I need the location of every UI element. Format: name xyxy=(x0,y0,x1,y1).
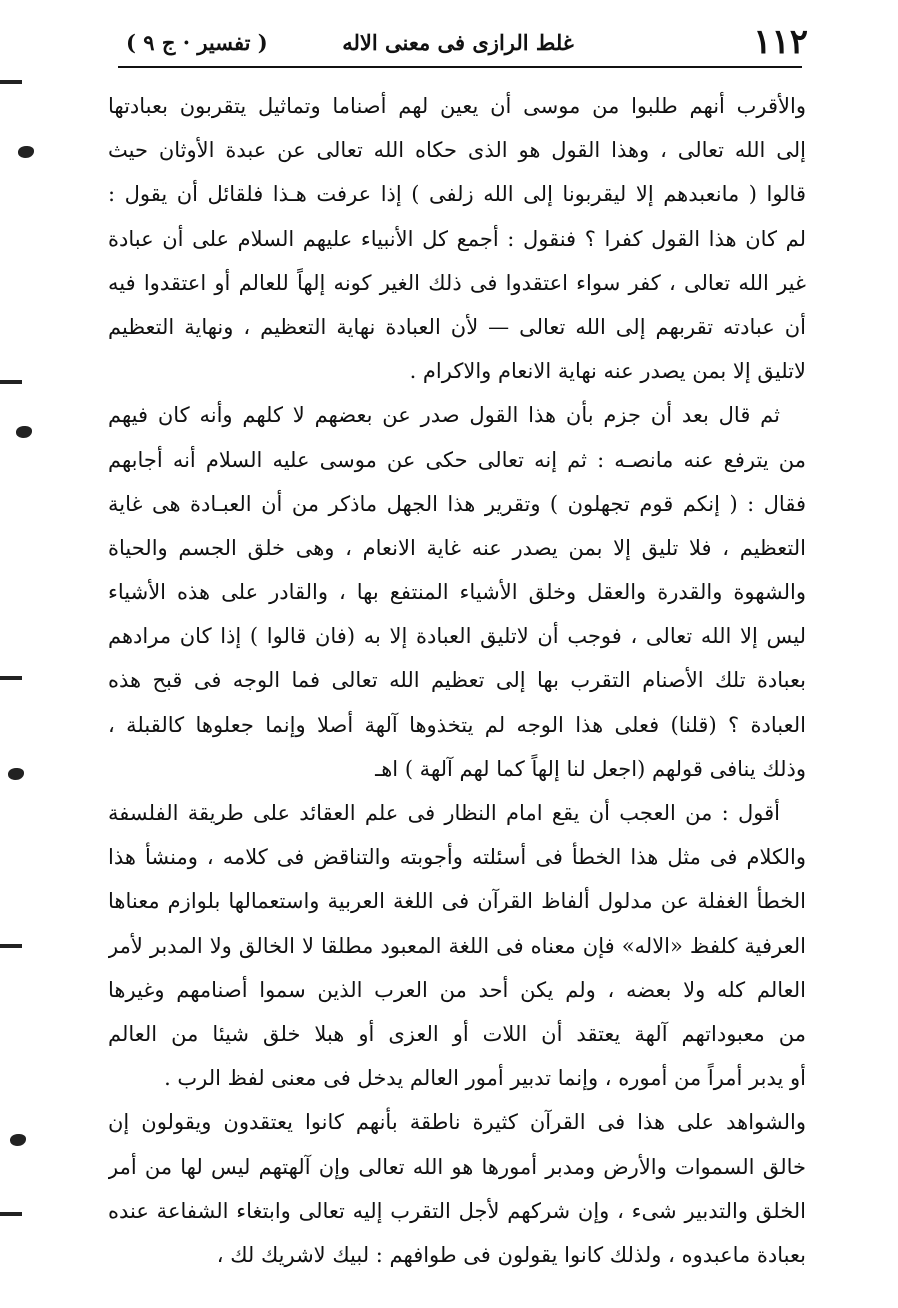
text-line: والأقرب أنهم طلبوا من موسى أن يعين لهم أصناما وتماثيل يتقربون بعبادتها xyxy=(108,94,806,118)
page-header xyxy=(118,18,808,70)
text-line: بعبادة تلك الأصنام التقرب بها إلى تعظيم الله تعالى فما الوجه فى قبح هذه xyxy=(108,668,806,693)
text-line: إلى الله تعالى ، وهذا القول هو الذى حكاه الله تعالى عن عبدة الأوثان حيث xyxy=(108,138,806,163)
margin-mark xyxy=(0,944,22,948)
text-line: أن عبادته تقربهم إلى الله تعالى — لأن العبادة نهاية التعظيم ، ونهاية التعظيم xyxy=(108,314,806,339)
page-number: ١١٢ xyxy=(753,22,808,62)
text-line: غير الله تعالى ، كفر سواء اعتقدوا فى ذلك الغير كونه إلهاً للعالم أو اعتقدوا فيه xyxy=(108,270,806,295)
margin-mark xyxy=(0,380,22,384)
text-line: أو يدبر أمراً من أموره ، وإنما تدبير أمور العالم يدخل فى معنى لفظ الرب . xyxy=(164,1066,806,1091)
text-line: التعظيم ، فلا تليق إلا بمن يصدر عنه غاية الانعام ، وهى خلق الجسم والحياة xyxy=(108,535,806,560)
body-text xyxy=(108,84,806,1277)
margin-mark xyxy=(0,80,22,84)
text-line: والشواهد على هذا فى القرآن كثيرة ناطقة بأنهم كانوا يعتقدون ويقولون إن xyxy=(108,1110,806,1135)
text-line: والشهوة والقدرة والعقل وخلق الأشياء المنتفع بها ، والقادر على هذه الأشياء xyxy=(108,580,806,605)
text-line: الخلق والتدبير شىء ، وإن شركهم لأجل التقرب إليه تعالى وابتغاء الشفاعة عنده xyxy=(108,1198,806,1223)
text-line: بعبادة ماعبدوه ، ولذلك كانوا يقولون فى طوافهم : لبيك لاشريك لك ، xyxy=(216,1242,806,1267)
text-line: من يترفع عنه مانصـه : ثم إنه تعالى حكى عن موسى عليه السلام أنه أجابهم xyxy=(108,447,806,472)
running-title: غلط الرازى فى معنى الاله xyxy=(342,30,574,55)
text-line: لم كان هذا القول كفرا ؟ فنقول : أجمع كل الأنبياء عليهم السلام على أن عبادة xyxy=(108,226,806,251)
text-line: العرفية كلفظ «الاله» فإن معناه فى اللغة المعبود مطلقا لا الخالق ولا المدبر لأمر xyxy=(108,933,806,958)
text-line: العالم كله ولا بعضه ، ولم يكن أحد من العرب الذين سموا أصنامهم وغيرها xyxy=(108,977,806,1002)
text-line: الخطأ الغفلة عن مدلول ألفاظ القرآن فى اللغة العربية واستعمالها بلوازم معناها xyxy=(108,889,806,914)
scan-blot xyxy=(8,768,24,780)
scan-blot xyxy=(18,146,34,158)
margin-mark xyxy=(0,1212,22,1216)
text-line: قالوا ( مانعبدهم إلا ليقربونا إلى الله زلفى ) إذا عرفت هـذا فلقائل أن يقول : xyxy=(108,182,806,207)
text-line: خالق السموات والأرض ومدبر أمورها هو الله تعالى وإن آلهتهم ليس لها من أمر xyxy=(108,1154,806,1179)
text-line: من معبوداتهم آلهة يعتقد أن اللات أو العزى أو هبلا خلق شيئا من العالم xyxy=(108,1021,806,1046)
header-divider xyxy=(118,66,802,68)
scan-blot xyxy=(16,426,32,438)
text-line: العبادة ؟ (قلنا) فعلى هذا الوجه لم يتخذوها آلهة أصلا وإنما جعلوها كالقبلة ، xyxy=(108,712,806,737)
text-line: وذلك ينافى قولهم (اجعل لنا إلهاً كما لهم آلهة ) اهـ xyxy=(375,756,806,781)
text-line: لاتليق إلا بمن يصدر عنه نهاية الانعام والاكرام . xyxy=(409,359,806,384)
margin-mark xyxy=(0,676,22,680)
scan-blot xyxy=(10,1134,26,1146)
text-line: أقول : من العجب أن يقع امام النظار فى علم العقائد على طريقة الفلسفة xyxy=(108,801,780,825)
text-line: والكلام فى مثل هذا الخطأ فى أسئلته وأجوبته والتناقض فى كلامه ، ومنشأ هذا xyxy=(108,845,806,870)
journal-reference: ( تفسير · ج ٩ ) xyxy=(126,30,268,55)
text-line: فقال : ( إنكم قوم تجهلون ) وتقرير هذا الجهل ماذكر من أن العبـادة هى غاية xyxy=(108,491,806,516)
text-line: ليس إلا الله تعالى ، فوجب أن لاتليق العبادة إلا به (فان قالوا ) إذا كان مرادهم xyxy=(108,624,806,649)
text-line: ثم قال بعد أن جزم بأن هذا القول صدر عن بعضهم لا كلهم وأنه كان فيهم xyxy=(108,403,780,428)
